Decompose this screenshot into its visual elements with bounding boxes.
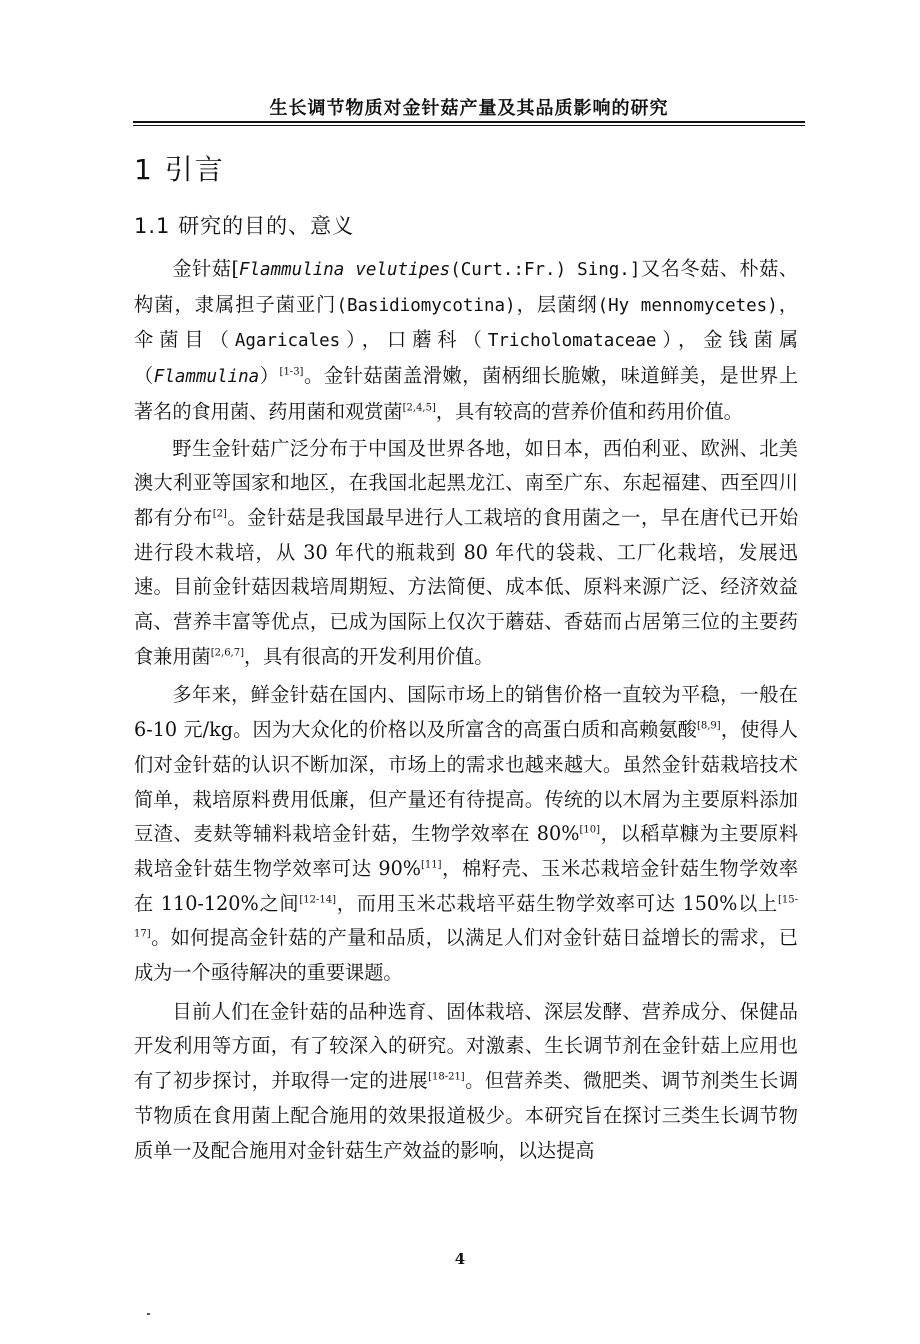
citation: [2,6,7] bbox=[210, 647, 244, 659]
body-text bbox=[134, 252, 798, 1168]
citation: [12-14] bbox=[299, 894, 337, 906]
header-rule-thin bbox=[133, 125, 805, 126]
citation: [11] bbox=[421, 859, 442, 871]
citation: [1-3] bbox=[279, 366, 304, 378]
page-number: 4 bbox=[454, 1250, 466, 1268]
section-title: 1.1 研究的目的、意义 bbox=[134, 214, 355, 238]
paragraph-2: 野生金针菇广泛分布于中国及世界各地，如日本，西伯利亚、欧洲、北美澳大利亚等国家和地区，在我国北起黑龙江、南至广东、东起福建、西至四川都有分布[2]。金针菇是我国最早进行人工栽培的食用菌之一，早在唐代已开始进行段木栽培，从 30 年代的瓶栽到 80 年代的袋栽、工厂化栽培，发展迅速。目前金针菇因栽培周期短、方法简便、成本低、原料来源广泛、经济效益高、营养丰富等优点，已成为国际上仅次于蘑菇、香菇而占居第三位的主要药食兼用菌[2,6,7]，具有很高的开发利用价值。 bbox=[134, 436, 799, 668]
chapter-title: 1 引言 bbox=[134, 153, 225, 186]
citation: [18-21] bbox=[428, 1071, 465, 1083]
citation: [15-17] bbox=[134, 894, 798, 940]
paragraph-1: 金针菇[Flammulina velutipes(Curt.:Fr.) Sing.]又名冬菇、朴菇、构菌，隶属担子菌亚门(Basidiomycotina)，层菌纲(Hy mennomycetes)，伞菌目（Agaricales），口蘑科（Tricholomataceae），金钱菌属（Flammulina）[1-3]。金针菇菌盖滑嫩，菌柄细长脆嫩，味道鲜美，是世界上著名的食用菌、药用菌和观赏菌[2,4,5]，具有较高的营养价值和药用价值。 bbox=[134, 257, 799, 423]
citation: [8,9] bbox=[696, 720, 721, 732]
scan-speck bbox=[147, 1313, 150, 1315]
citation: [2,4,5] bbox=[402, 402, 436, 414]
citation: [10] bbox=[579, 824, 600, 836]
running-header: 生长调节物质对金针菇产量及其品质影响的研究 bbox=[269, 98, 669, 119]
header-rule bbox=[133, 121, 805, 123]
paragraph-4: 目前人们在金针菇的品种选育、固体栽培、深层发酵、营养成分、保健品开发利用等方面，有了较深入的研究。对激素、生长调节剂在金针菇上应用也有了初步探讨，并取得一定的进展[18-21]。但营养类、微肥类、调节剂类生长调节物质在食用菌上配合施用的效果报道极少。本研究旨在探讨三类生长调节物质单一及配合施用对金针菇生产效益的影响，以达提高 bbox=[134, 999, 799, 1162]
paragraph-3: 多年来，鲜金针菇在国内、国际市场上的销售价格一直较为平稳，一般在 6-10 元/kg。因为大众化的价格以及所富含的高蛋白质和高赖氨酸[8,9]，使得人们对金针菇的认识不断加深，市场上的需求也越来越大。虽然金针菇栽培技术简单，栽培原料费用低廉，但产量还有待提高。传统的以木屑为主要原料添加豆渣、麦麸等辅料栽培金针菇，生物学效率在 80%[10]，以稻草糠为主要原料栽培金针菇生物学效率可达 90%[11]，棉籽壳、玉米芯栽培金针菇生物学效率在 110-120%之间[12-14]，而用玉米芯栽培平菇生物学效率可达 150%以上[15-17]。如何提高金针菇的产量和品质，以满足人们对金针菇日益增长的需求，已成为一个亟待解决的重要课题。 bbox=[134, 683, 799, 985]
citation: [2] bbox=[212, 508, 227, 520]
